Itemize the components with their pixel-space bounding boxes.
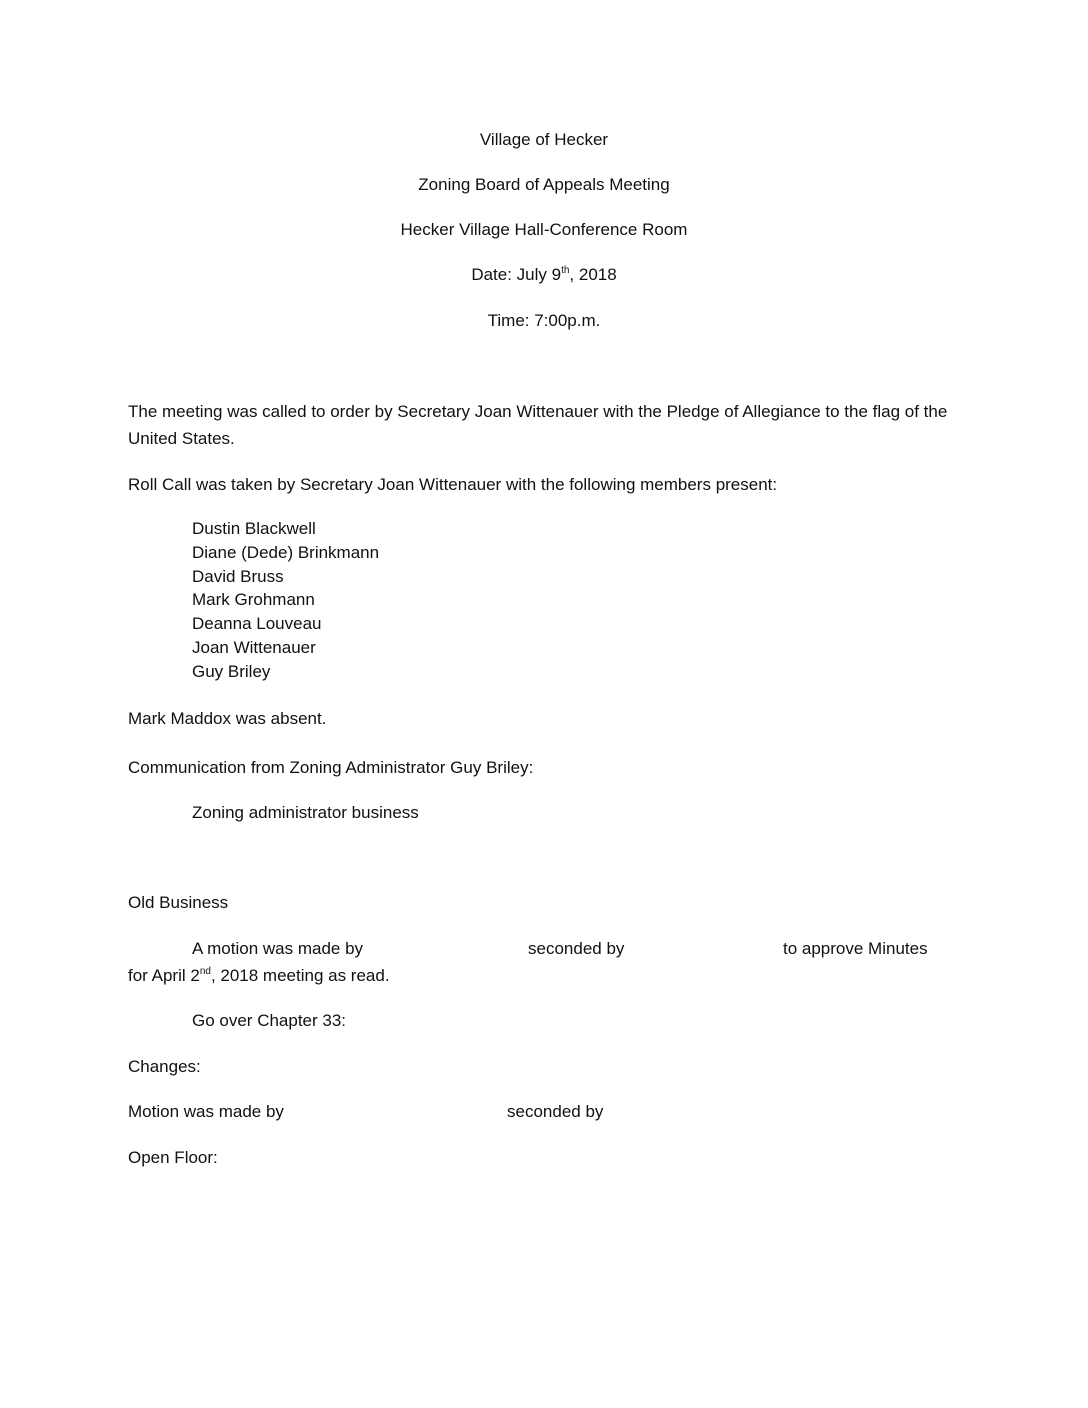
member-item: Deanna Louveau xyxy=(192,614,322,633)
roll-call-paragraph: Roll Call was taken by Secretary Joan Wittenauer with the following members present: xyxy=(128,475,778,494)
member-item: Mark Grohmann xyxy=(192,590,315,609)
zoning-business-item: Zoning administrator business xyxy=(192,803,419,822)
motion2-seconded-by: seconded by xyxy=(507,1102,604,1121)
org-title: Village of Hecker xyxy=(479,130,609,149)
motion1-made-by: A motion was made by xyxy=(192,939,364,958)
old-business-heading: Old Business xyxy=(128,893,229,912)
call-to-order-paragraph: The meeting was called to order by Secretary Joan Wittenauer with the Pledge of Allegiance to the flag of the United States. xyxy=(128,402,948,448)
communication-heading: Communication from Zoning Administrator Guy Briley: xyxy=(128,758,534,777)
member-item: Joan Wittenauer xyxy=(192,638,316,657)
meeting-date: Date: July 9th, 2018 xyxy=(471,265,617,284)
open-floor-heading: Open Floor: xyxy=(128,1148,218,1167)
meeting-title: Zoning Board of Appeals Meeting xyxy=(418,175,670,194)
motion2-made-by: Motion was made by xyxy=(128,1102,284,1121)
member-item: Guy Briley xyxy=(192,662,271,681)
changes-heading: Changes: xyxy=(128,1057,201,1076)
motion1-approve: to approve Minutes xyxy=(783,939,928,958)
meeting-time: Time: 7:00p.m. xyxy=(487,311,601,330)
motion1-minutes-date: for April 2nd, 2018 meeting as read. xyxy=(128,966,390,985)
member-item: Dustin Blackwell xyxy=(192,519,316,538)
motion1-seconded-by: seconded by xyxy=(528,939,625,958)
absent-note: Mark Maddox was absent. xyxy=(128,709,327,728)
member-item: David Bruss xyxy=(192,567,284,586)
member-item: Diane (Dede) Brinkmann xyxy=(192,543,380,562)
chapter-item: Go over Chapter 33: xyxy=(192,1011,347,1030)
meeting-location: Hecker Village Hall-Conference Room xyxy=(400,220,688,239)
